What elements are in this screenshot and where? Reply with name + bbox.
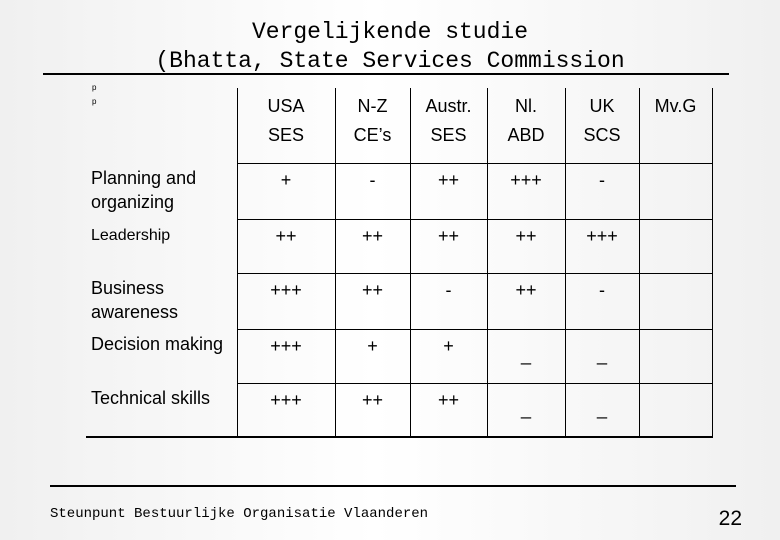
table-cell: - <box>565 163 639 219</box>
page-number: 22 <box>718 507 742 530</box>
title-underline <box>43 73 729 75</box>
table-cell <box>639 383 712 437</box>
table-cell: ++ <box>410 219 487 273</box>
table-row <box>86 383 712 437</box>
table-cell: ++ <box>335 383 410 437</box>
corner-mark: p <box>92 97 97 106</box>
slide-title-line-1: Vergelijkende studie <box>251 19 529 45</box>
table-cell: + <box>335 329 410 383</box>
column-header-nl-abd: Nl. ABD <box>487 88 565 163</box>
table-cell: + <box>237 163 335 219</box>
table-cell: _ <box>565 383 639 437</box>
footer-text: Steunpunt Bestuurlijke Organisatie Vlaanderen <box>50 506 429 522</box>
row-label: Decision making <box>86 329 237 383</box>
table-cell: ++ <box>487 273 565 329</box>
table-row <box>86 273 712 329</box>
header-row <box>86 88 712 163</box>
header-corner <box>86 88 237 163</box>
table-row <box>86 329 712 383</box>
column-header-usa-ses: USA SES <box>237 88 335 163</box>
table-cell: ++ <box>335 273 410 329</box>
table-cell: + <box>410 329 487 383</box>
table-row <box>86 219 712 273</box>
table-cell <box>639 163 712 219</box>
table-cell: ++ <box>237 219 335 273</box>
column-header-nz-ces: N-Z CE’s <box>335 88 410 163</box>
column-header-austr-ses: Austr. SES <box>410 88 487 163</box>
table-cell: - <box>565 273 639 329</box>
slide-title-line-2: (Bhatta, State Services Commission <box>155 48 625 74</box>
table-cell: _ <box>487 383 565 437</box>
row-label: Planning and organizing <box>86 163 237 219</box>
row-label: Technical skills <box>86 383 237 437</box>
table-cell <box>639 329 712 383</box>
table-cell <box>639 273 712 329</box>
table-cell: _ <box>487 329 565 383</box>
column-header-uk-scs: UK SCS <box>565 88 639 163</box>
table-cell <box>639 219 712 273</box>
corner-mark: p <box>92 83 97 92</box>
footer-divider <box>50 485 736 487</box>
table-cell: ++ <box>487 219 565 273</box>
table-cell: +++ <box>237 273 335 329</box>
table-cell: ++ <box>335 219 410 273</box>
table-cell: +++ <box>237 329 335 383</box>
table-cell: - <box>410 273 487 329</box>
table-cell: - <box>335 163 410 219</box>
table-cell: _ <box>565 329 639 383</box>
row-label: Leadership <box>86 219 237 273</box>
column-header-mvg: Mv.G <box>639 88 712 163</box>
table-row <box>86 163 712 219</box>
table-cell: ++ <box>410 163 487 219</box>
table-cell: +++ <box>487 163 565 219</box>
table-cell: ++ <box>410 383 487 437</box>
table-cell: +++ <box>237 383 335 437</box>
row-label: Business awareness <box>86 273 237 329</box>
comparison-table <box>86 88 713 438</box>
table-cell: +++ <box>565 219 639 273</box>
